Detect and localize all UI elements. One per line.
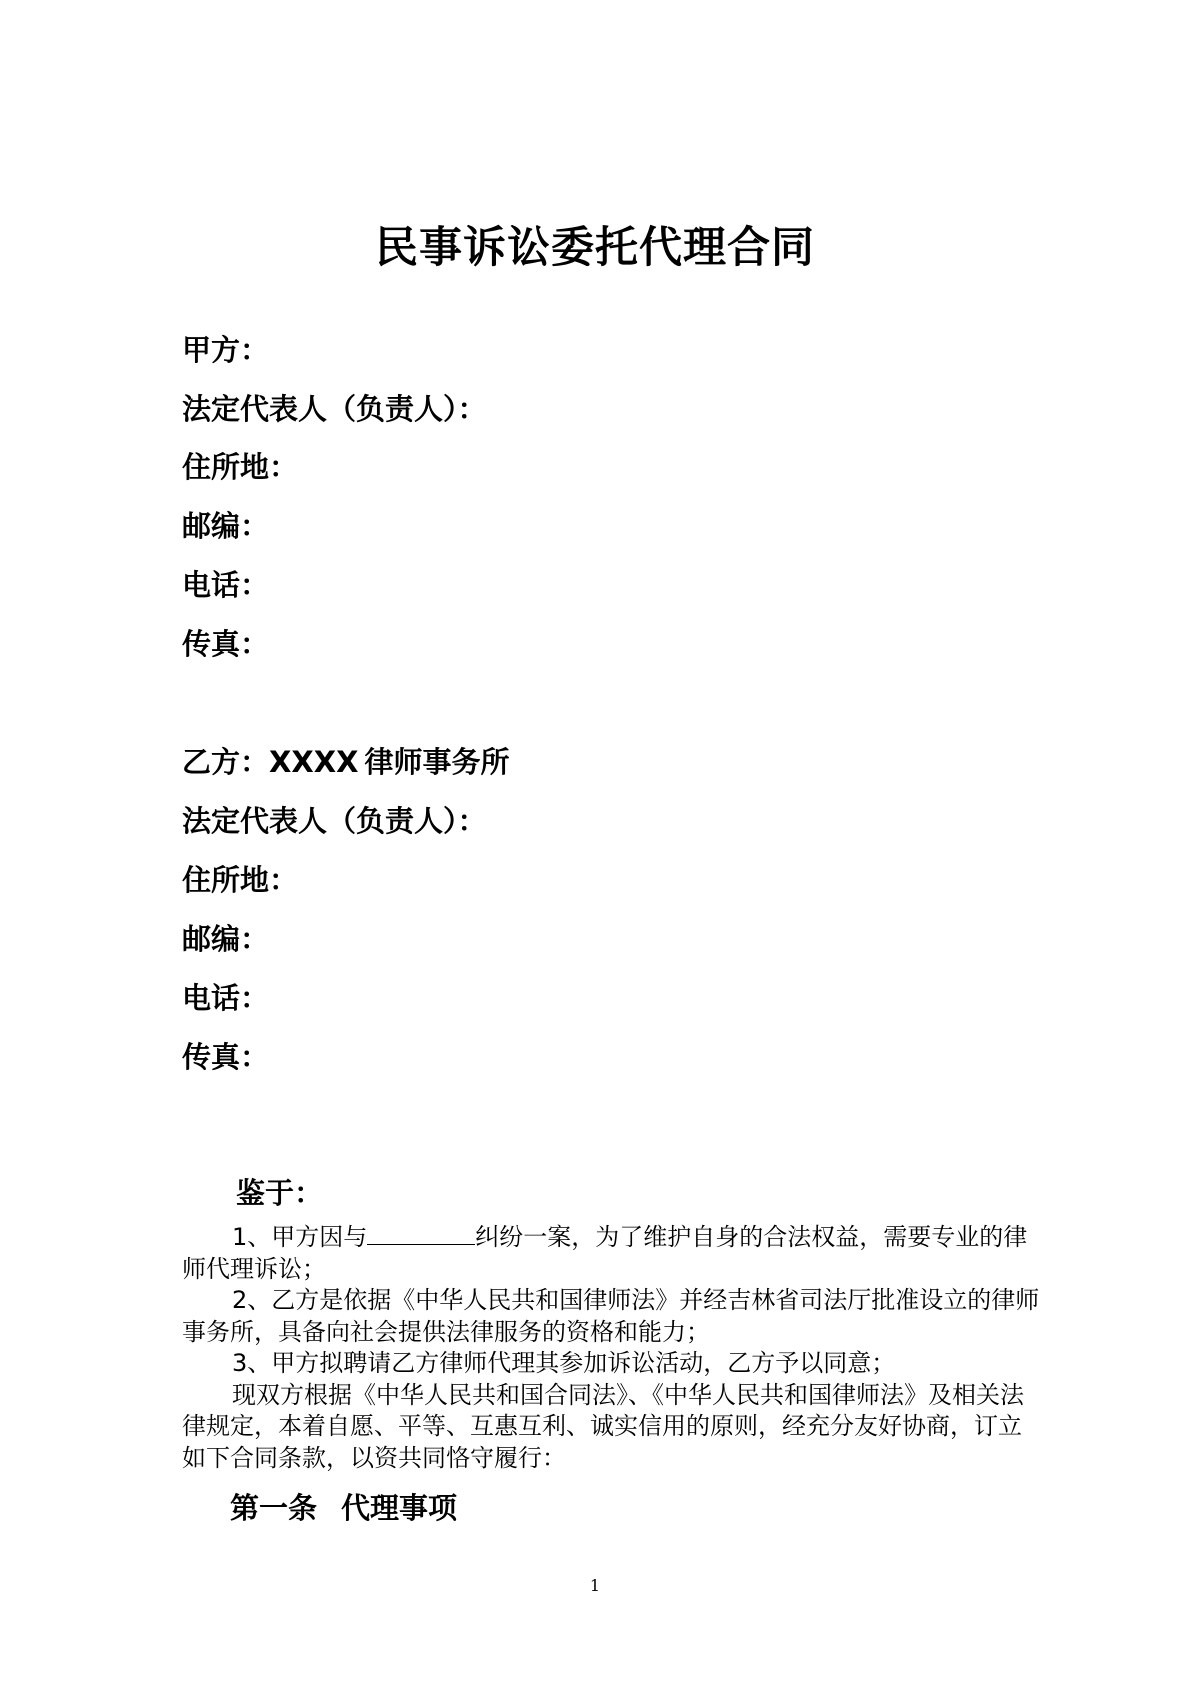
article-1-title: 代理事项 [341,1491,458,1525]
party-a-fax-label: 传真： [182,627,270,661]
party-b-phone-label: 电话： [182,981,270,1015]
blank-line [367,1222,475,1245]
recital-2: 2、乙方是依据《中华人民共和国律师法》并经吉林省司法厅批准设立的律师事务所，具备向社会提供法律服务的资格和能力； [182,1286,1040,1346]
recital-1-end: 纠纷一案，为了维护自身的合法权益，需要专业的律师代理诉讼； [182,1223,1028,1283]
party-b-rep-label: 法定代表人（负责人）： [182,804,487,838]
article-1-heading [230,1488,457,1528]
party-a-postcode-label: 邮编： [182,509,270,543]
page-number: 1 [589,1576,601,1595]
whereas-heading: 鉴于： [236,1176,324,1210]
recital-3: 3、甲方拟聘请乙方律师代理其参加诉讼活动，乙方予以同意； [232,1349,896,1377]
party-b-fax-label: 传真： [182,1040,270,1074]
article-1-number: 第一条 [230,1491,318,1525]
document-title: 民事诉讼委托代理合同 [375,223,815,273]
party-b-name-suffix: 律师事务所 [364,745,510,779]
party-a-name-label: 甲方： [182,333,270,367]
party-b-name-label: 乙方： [182,745,270,779]
party-a-address-label: 住所地： [182,450,299,484]
party-b-name-line [182,742,509,782]
party-a-rep-label: 法定代表人（负责人）： [182,392,487,426]
party-b-postcode-label: 邮编： [182,922,270,956]
party-b-name-value: XXXX [269,745,359,779]
party-b-address-label: 住所地： [182,863,299,897]
party-a-phone-label: 电话： [182,568,270,602]
recital-1 [182,1222,1042,1285]
recital-1-start: 1、甲方因与 [232,1223,368,1251]
recitals [182,1222,1042,1474]
recital-4: 现双方根据《中华人民共和国合同法》、《中华人民共和国律师法》及相关法律规定，本着自愿、平等、互惠互利、诚实信用的原则，经充分友好协商，订立如下合同条款，以资共同恪守履行： [182,1380,1024,1472]
